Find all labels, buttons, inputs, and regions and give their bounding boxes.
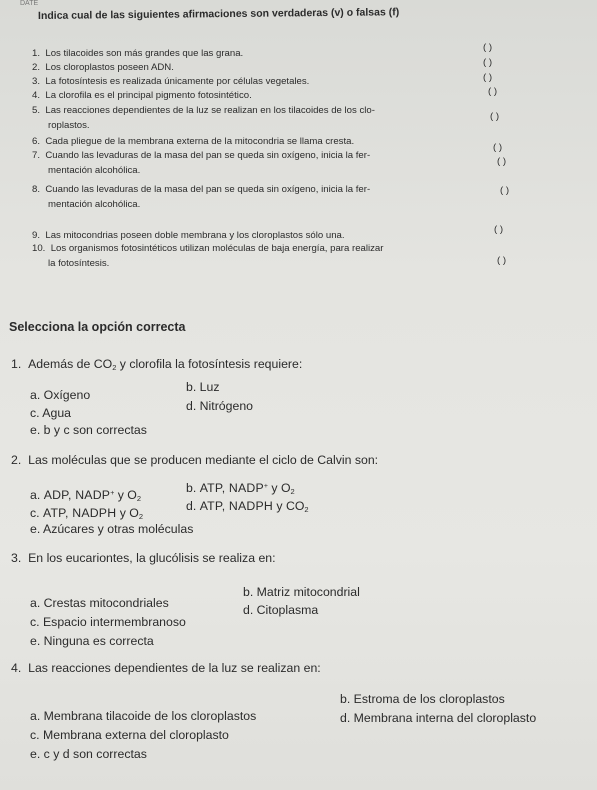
q1-option-b[interactable]: b. Luz <box>186 380 220 394</box>
q4-option-a[interactable]: a. Membrana tilacoide de los cloroplastos <box>30 709 257 723</box>
tf-item-2: 2. Los cloroplastos poseen ADN. <box>32 62 174 73</box>
q3-option-d[interactable]: d. Citoplasma <box>243 603 319 617</box>
answer-blank-3[interactable]: ( ) <box>483 72 493 83</box>
tf-item-5-cont: roplastos. <box>48 120 90 131</box>
q4-option-c[interactable]: c. Membrana externa del cloroplasto <box>30 728 229 742</box>
tf-item-7: 7. Cuando las levaduras de la masa del pan se queda sin oxígeno, inicia la fer- <box>32 150 371 161</box>
q2-option-c[interactable]: c. ATP, NADPH y $O_2$ <box>30 506 143 521</box>
answer-blank-10[interactable]: ( ) <box>497 255 507 266</box>
tf-item-10: 10. Los organismos fotosintéticos utilizan moléculas de baja energía, para realizar <box>32 243 384 254</box>
answer-blank-4[interactable]: ( ) <box>488 86 498 97</box>
tf-item-1: 1. Los tilacoides son más grandes que las grana. <box>32 48 244 59</box>
section-title: Selecciona la opción correcta <box>9 320 186 334</box>
q3-option-a[interactable]: a. Crestas mitocondriales <box>30 596 169 610</box>
q4-option-e[interactable]: e. c y d son correctas <box>30 747 147 761</box>
answer-blank-2[interactable]: ( ) <box>483 57 493 68</box>
q1-option-c[interactable]: c. Agua <box>30 406 72 420</box>
q3-option-c[interactable]: c. Espacio intermembranoso <box>30 615 186 629</box>
tf-item-7-cont: mentación alcohólica. <box>48 165 141 176</box>
question-3-text: 3. En los eucariontes, la glucólisis se realiza en: <box>11 551 276 565</box>
q2-option-d[interactable]: d. ATP, NADPH y $CO_2$ <box>186 499 309 514</box>
answer-blank-9[interactable]: ( ) <box>494 224 504 235</box>
question-1-text: 1. Además de $CO_2$ y clorofila la fotosíntesis requiere: <box>11 357 303 372</box>
question-2-text: 2. Las moléculas que se producen mediante el ciclo de Calvin son: <box>11 453 379 467</box>
tf-item-4: 4. La clorofila es el principal pigmento fotosintético. <box>32 90 252 101</box>
tf-item-5: 5. Las reacciones dependientes de la luz se realizan en los tilacoides de los clo- <box>32 105 375 116</box>
answer-blank-6[interactable]: ( ) <box>493 142 503 153</box>
answer-blank-7[interactable]: ( ) <box>497 156 507 167</box>
answer-blank-1[interactable]: ( ) <box>483 42 493 53</box>
q3-option-e[interactable]: e. Ninguna es correcta <box>30 634 154 648</box>
tf-item-8: 8. Cuando las levaduras de la masa del pan se queda sin oxígeno, inicia la fer- <box>32 184 371 195</box>
tf-item-3: 3. La fotosíntesis es realizada únicamente por células vegetales. <box>32 76 310 87</box>
q4-option-b[interactable]: b. Estroma de los cloroplastos <box>340 692 505 706</box>
answer-blank-8[interactable]: ( ) <box>500 185 510 196</box>
q2-option-e[interactable]: e. Azúcares y otras moléculas <box>30 522 194 536</box>
q2-option-a[interactable]: a. ADP, NADP+ y $O_2$ <box>30 488 141 503</box>
question-4-text: 4. Las reacciones dependientes de la luz se realizan en: <box>11 661 321 675</box>
tf-item-9: 9. Las mitocondrias poseen doble membrana y los cloroplastos sólo una. <box>32 230 345 241</box>
q1-option-e[interactable]: e. b y c son correctas <box>30 423 147 437</box>
q3-option-b[interactable]: b. Matriz mitocondrial <box>243 585 360 599</box>
q1-option-d[interactable]: d. Nitrógeno <box>186 399 253 413</box>
tf-header: Indica cual de las siguientes afirmaciones son verdaderas (v) o falsas (f) <box>37 6 400 22</box>
tf-item-10-cont: la fotosíntesis. <box>48 258 110 269</box>
corner-label: DATE <box>20 0 39 7</box>
tf-item-6: 6. Cada pliegue de la membrana externa de la mitocondria se llama cresta. <box>32 136 355 147</box>
q4-option-d[interactable]: d. Membrana interna del cloroplasto <box>340 711 537 725</box>
answer-blank-5[interactable]: ( ) <box>490 111 500 122</box>
tf-item-8-cont: mentación alcohólica. <box>48 199 141 210</box>
q1-option-a[interactable]: a. Oxígeno <box>30 388 91 402</box>
q2-option-b[interactable]: b. ATP, NADP+ y $O_2$ <box>186 481 295 496</box>
